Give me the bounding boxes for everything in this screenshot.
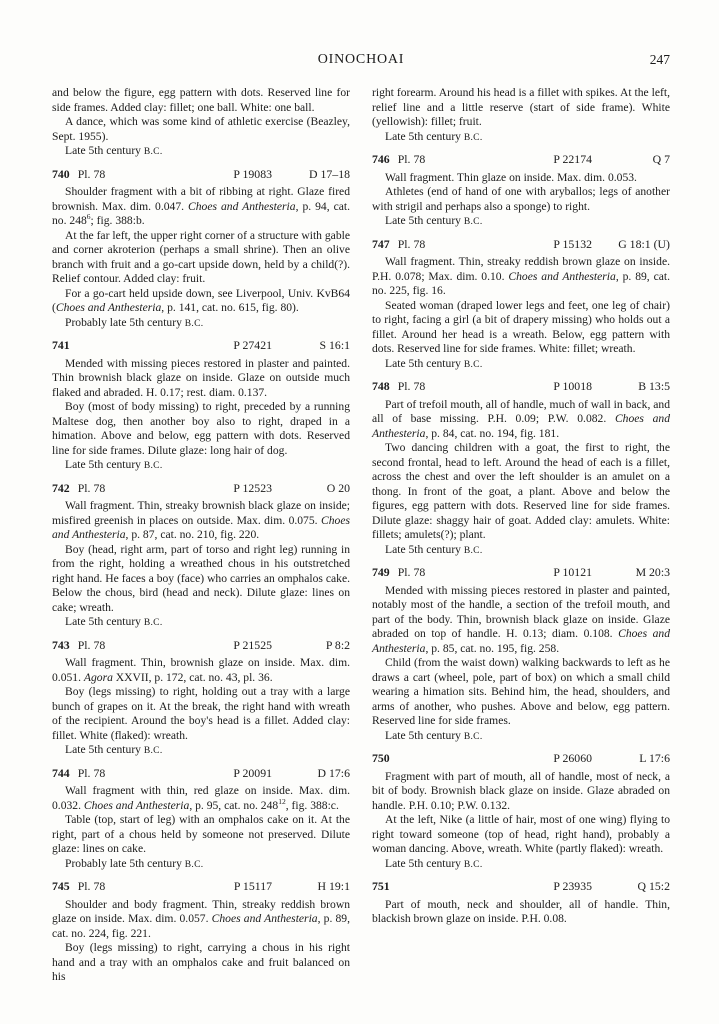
catalog-paragraph: Athletes (end of hand of one with aryballos; legs of another with strigil and perhaps also a sponge) to right.: [372, 185, 670, 213]
entry-heading-741: [52, 338, 350, 353]
catalog-paragraph: Late 5th century B.C.: [385, 728, 483, 742]
entry-heading-750: [372, 751, 670, 766]
inventory-number: P 15117: [233, 879, 272, 893]
catalog-paragraph: Two dancing children with a goat, the first to right, the second frontal, head to left. Around the head of each is a fillet, across the chest and over the left shoulder is an amulet on a thong. In front of the goat, a plant. Above and below the figures, egg pattern with dots. Reserved line for side frames. Dilute glaze: shaggy hair of goat. Added clay: amulets. White: fillets; amulets(?); plant.: [372, 441, 670, 541]
era-small-caps: B.C.: [184, 859, 204, 870]
book-title-italic: Choes and Anthesteria: [188, 199, 296, 213]
entry-heading-743: [52, 638, 350, 653]
catalog-paragraph: Shoulder and body fragment. Thin, streaky reddish brown glaze on inside. Max. dim. 0.057. Choes and Anthesteria, p. 89, cat. no. 224, fig. 221.: [52, 897, 350, 940]
catalog-paragraph: Child (from the waist down) walking backwards to left as he draws a cart (wheel, pole, part of box) on which a small child wearing a himation sits. Behind him, the head, shoulders, and arms of another, who pushes. Above and below, egg pattern. Reserved line for side frames.: [372, 656, 670, 727]
inventory-number: P 26060: [553, 751, 592, 765]
catalog-paragraph: Late 5th century B.C.: [65, 144, 163, 157]
entry-number: 747: [372, 236, 390, 251]
plate-reference: Pl. 78: [77, 166, 106, 181]
entry-number: 749: [372, 565, 390, 579]
catalog-paragraph: For a go-cart held upside down, see Liverpool, Univ. KvB64 (Choes and Anthesteria, p. 141, cat. no. 615, fig. 80).: [52, 286, 350, 314]
inventory-number: P 22174: [553, 152, 592, 166]
catalog-paragraph: A dance, which was some kind of athletic exercise (Beazley, Sept. 1955).: [52, 115, 350, 143]
grid-reference: Q 15:2: [637, 879, 670, 893]
plate-reference: Pl. 78: [397, 565, 426, 579]
entry-heading-751: [372, 879, 670, 894]
book-title-italic: Choes and Anthesteria: [55, 301, 162, 314]
era-small-caps: B.C.: [143, 461, 163, 471]
grid-reference: S 16:1: [319, 338, 350, 352]
grid-reference: L 17:6: [639, 751, 670, 765]
catalog-paragraph: At the far left, the upper right corner of a structure with gable and corner akroterion (perhaps a small shrine). Then an olive branch with fruit and a go-cart upside down, held by a child(?). Relief contour. Added clay: fruit.: [52, 228, 350, 285]
catalog-paragraph: Wall fragment. Thin, streaky reddish brown glaze on inside. P.H. 0.078; Max. dim. 0.10. Choes and Anthesteria, p. 89, cat. no. 225, fig. 16.: [372, 255, 670, 297]
catalog-paragraph: Late 5th century B.C.: [385, 356, 483, 370]
catalog-paragraph: Boy (legs missing) to right, carrying a chous in his right hand and a tray with an omphalos cake and fruit balanced on his: [52, 941, 350, 983]
entry-number: 750: [372, 751, 390, 765]
entry-number: 743: [52, 637, 70, 652]
inventory-number: P 21525: [233, 637, 272, 652]
plate-reference: Pl. 78: [77, 480, 106, 495]
inventory-number: P 10121: [553, 565, 592, 579]
inventory-number: P 20091: [233, 765, 272, 780]
era-small-caps: B.C.: [463, 132, 483, 143]
entry-number: 745: [52, 879, 70, 893]
plate-reference: Pl. 78: [77, 765, 106, 780]
catalog-paragraph: Wall fragment. Thin, brownish glaze on inside. Max. dim. 0.051. Agora XXVII, p. 172, cat. no. 43, pl. 36.: [52, 656, 350, 684]
catalog-paragraph: Boy (head, right arm, part of torso and right leg) running in from the right, holding a wreathed chous in his outstretched right hand. He faces a boy (face) who carries an omphalos cake. Below the chous, bird (head and neck). Dilute glaze: lines on cake; wreath.: [52, 542, 350, 614]
plate-reference: Pl. 78: [397, 379, 426, 393]
book-title-italic: Choes and Anthesteria: [52, 513, 350, 541]
era-small-caps: B.C.: [143, 618, 163, 628]
plate-reference: Pl. 78: [77, 637, 106, 652]
catalog-paragraph: Fragment with part of mouth, all of handle, most of neck, a bit of body. Brownish black glaze on inside. Glaze abraded on handle. P.H. 0.10; P.W. 0.132.: [372, 769, 670, 812]
entry-number: 748: [372, 379, 390, 393]
catalog-paragraph: Wall fragment with thin, red glaze on inside. Max. dim. 0.032. Choes and Anthesteria, p. 95, cat. no. $248^{12}$, fig. 388:c.: [52, 784, 350, 812]
grid-reference: P 8:2: [325, 637, 350, 652]
entry-number: 751: [372, 879, 390, 893]
catalog-paragraph: Late 5th century B.C.: [65, 615, 163, 628]
entry-number: 746: [372, 152, 390, 166]
catalog-paragraph: Mended with missing pieces restored in plaster and painted, notably most of the handle, a section of the trefoil mouth, and part of the body. Thin, brownish black glaze on inside. Glaze abraded on top of handle. H. 0.13; diam. 0.108. Choes and Anthesteria, p. 85, cat. no. 195, fig. 258.: [372, 583, 670, 655]
entry-number: 744: [52, 765, 70, 780]
era-small-caps: B.C.: [463, 859, 483, 870]
plate-reference: Pl. 78: [77, 879, 106, 893]
entry-heading-744: [52, 766, 350, 781]
catalog-paragraph: Boy (legs missing) to right, holding out a tray with a large bunch of grapes on it. At the break, the right hand with wreath of the recipient. Around the boy's head is a fillet. Added clay: fillet. White (flaked): wreath.: [52, 685, 350, 742]
left-column: [52, 86, 350, 985]
inventory-number: P 27421: [233, 338, 272, 352]
grid-reference: G 18:1 (U): [618, 236, 670, 251]
era-small-caps: B.C.: [143, 147, 163, 157]
book-title-italic: Choes and Anthesteria: [211, 912, 318, 925]
catalog-paragraph: Table (top, start of leg) with an omphalos cake on it. At the right, part of a chous held by someone not preserved. Dilute glaze: lines on cake.: [52, 813, 350, 855]
plate-reference: Pl. 78: [397, 152, 426, 166]
catalog-paragraph: and below the figure, egg pattern with dots. Reserved line for side frames. Added clay: fillet; one ball. White: one ball.: [52, 86, 350, 114]
catalog-paragraph: Wall fragment. Thin glaze on inside. Max. dim. 0.053.: [385, 170, 637, 184]
catalog-paragraph: Late 5th century B.C.: [65, 743, 163, 756]
era-small-caps: B.C.: [463, 545, 483, 556]
grid-reference: M 20:3: [635, 565, 670, 579]
inventory-number: P 12523: [233, 480, 272, 495]
catalog-paragraph: Late 5th century B.C.: [385, 129, 483, 143]
catalog-paragraph: Part of mouth, neck and shoulder, all of handle. Thin, blackish brown glaze on inside. P.H. 0.08.: [372, 897, 670, 925]
catalog-paragraph: At the left, Nike (a little of hair, most of one wing) flying to right toward someone (top of head, right hand), probably a woman dancing. Above, wreath. White (partly flaked): wreath.: [372, 813, 670, 855]
catalog-paragraph: right forearm. Around his head is a fillet with spikes. At the left, relief line and a little reserve (start of side frame). White (yellowish): fillet; fruit.: [372, 86, 670, 128]
inventory-number: P 10018: [553, 379, 592, 393]
inventory-number: P 19083: [233, 166, 272, 181]
catalog-paragraph: Mended with missing pieces restored in plaster and painted. Thin brownish black glaze on inside. Glaze on outside much flaked and abraded. H. 0.17; rest. diam. 0.137.: [52, 356, 350, 399]
catalog-paragraph: Boy (most of body missing) to right, preceded by a running Maltese dog, then another boy also to right, draped in a himation. Above and below, egg pattern with dots. Reserved line for side frames. Dilute glaze: long hair of dog.: [52, 400, 350, 457]
superscript-note: 6: [86, 212, 91, 222]
entry-number: 742: [52, 480, 70, 495]
running-title: OINOCHOAI: [317, 52, 405, 67]
book-title-italic: Choes and Anthesteria: [508, 269, 616, 283]
era-small-caps: B.C.: [184, 318, 204, 329]
entry-heading-747: [372, 237, 670, 252]
catalog-paragraph: Seated woman (draped lower legs and feet, one leg of chair) to right, facing a girl (a bit of drapery missing) who holds out a fillet. Around her head is a wreath. Below, egg pattern with dots. Reserved line for side frames. White: fillet; wreath.: [372, 298, 670, 355]
era-small-caps: B.C.: [463, 359, 483, 370]
entry-heading-748: [372, 379, 670, 394]
grid-reference: D 17–18: [309, 166, 350, 181]
era-small-caps: B.C.: [463, 731, 483, 742]
text-columns: [52, 86, 670, 985]
entry-heading-746: [372, 152, 670, 167]
entry-heading-745: [52, 879, 350, 894]
grid-reference: D 17:6: [317, 765, 350, 780]
era-small-caps: B.C.: [463, 217, 483, 227]
page-header: [52, 52, 670, 70]
inventory-number: P 23935: [553, 879, 592, 893]
book-title-italic: Choes and Anthesteria: [83, 798, 190, 812]
superscript-note: 12: [278, 796, 286, 806]
entry-heading-749: [372, 565, 670, 580]
book-title-italic: Choes and Anthesteria: [372, 627, 670, 655]
page-number: 247: [649, 52, 670, 67]
catalog-paragraph: Probably late 5th century B.C.: [65, 315, 204, 329]
grid-reference: O 20: [326, 480, 350, 495]
book-title-italic: Choes and Anthesteria: [372, 412, 670, 440]
book-title-italic: Agora: [83, 670, 113, 684]
catalog-paragraph: Shoulder fragment with a bit of ribbing at right. Glaze fired brownish. Max. dim. 0.047. Choes and Anthesteria, p. 94, cat. no. $248^6$; fig. 388:b.: [52, 185, 350, 227]
grid-reference: B 13:5: [638, 379, 670, 393]
entry-heading-740: [52, 167, 350, 182]
catalog-paragraph: Late 5th century B.C.: [65, 458, 163, 471]
catalog-paragraph: Probably late 5th century B.C.: [65, 856, 204, 870]
catalog-paragraph: Late 5th century B.C.: [385, 856, 483, 870]
grid-reference: Q 7: [652, 152, 670, 166]
right-column: [372, 86, 670, 985]
catalog-paragraph: Late 5th century B.C.: [385, 542, 483, 556]
inventory-number: P 15132: [553, 236, 592, 251]
catalog-paragraph: Wall fragment. Thin, streaky brownish black glaze on inside; misfired greenish in places on outside. Max. dim. 0.075. Choes and Anthesteria, p. 87, cat. no. 210, fig. 220.: [52, 499, 350, 541]
catalog-paragraph: Part of trefoil mouth, all of handle, much of wall in back, and all of base missing. P.H. 0.09; P.W. 0.082. Choes and Anthesteria, p. 84, cat. no. 194, fig. 181.: [372, 397, 670, 440]
entry-number: 741: [52, 338, 70, 352]
entry-number: 740: [52, 166, 70, 181]
entry-heading-742: [52, 481, 350, 496]
catalog-paragraph: Late 5th century B.C.: [385, 214, 483, 227]
era-small-caps: B.C.: [143, 746, 163, 756]
plate-reference: Pl. 78: [397, 236, 426, 251]
grid-reference: H 19:1: [317, 879, 350, 893]
